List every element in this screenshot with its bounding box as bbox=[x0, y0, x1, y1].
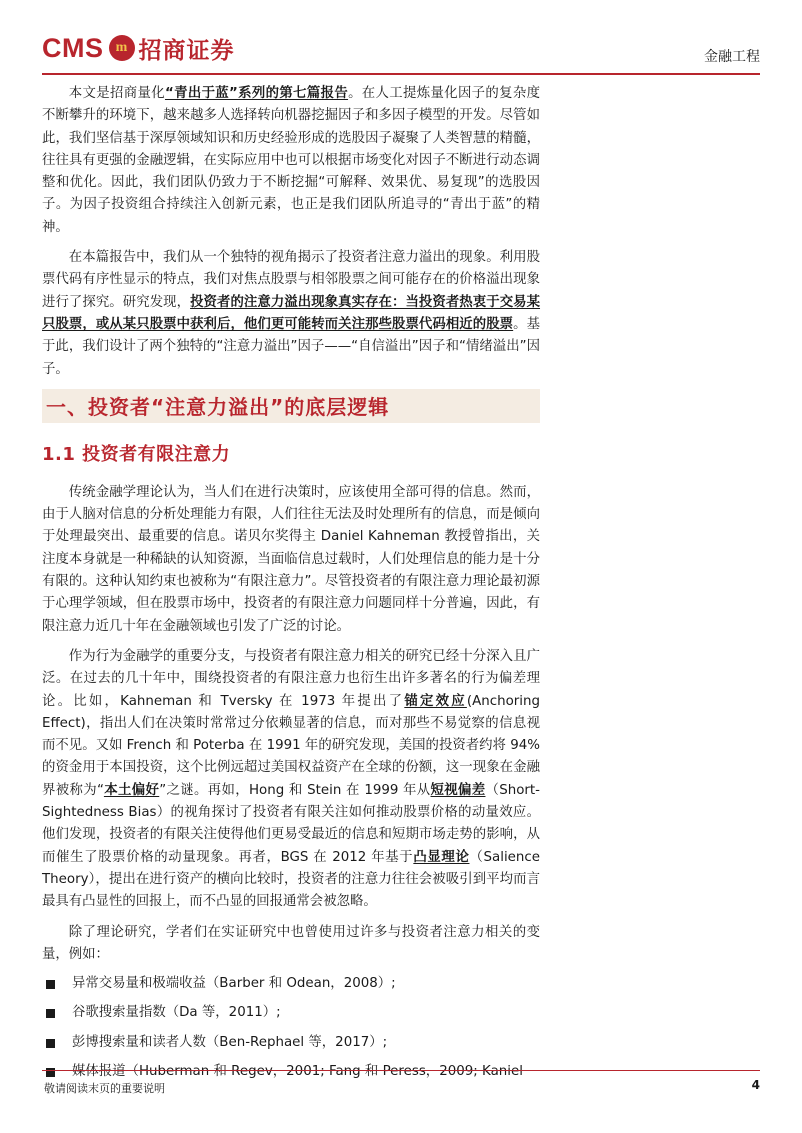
square-bullet-icon bbox=[46, 1039, 55, 1048]
list-item: 谷歌搜索量指数（Da 等，2011）; bbox=[42, 1002, 540, 1024]
body-paragraph-limited-attention: 传统金融学理论认为，当人们在进行决策时，应该使用全部可得的信息。然而，由于人脑对信息的分析处理能力有限，人们往往无法及时处理所有的信息，而是倾向于处理最突出、最重要的信息。诺贝尔奖得主 Daniel Kahneman 教授曾指出，关注度本身就是一种稀缺的认知资源，当面临信息过载时，人们处理信息的能力是十分有限的。这种认知约束也被称为“有限注意力”。尽管投资者的有限注意力理论最初源于心理学领域，但在股票市场中，投资者的有限注意力问题同样十分普遍，因此，有限注意力近几十年在金融领域也引发了广泛的讨论。 bbox=[42, 484, 540, 634]
key-finding-highlight: 投资者的注意力溢出现象真实存在：当投资者热衷于交易某只股票，或从某只股票中获利后，他们更可能转而关注那些股票代码相近的股票 bbox=[42, 294, 541, 332]
page-number: 4 bbox=[751, 1078, 760, 1092]
subsection-heading: 1.1 投资者有限注意力 bbox=[42, 443, 231, 465]
square-bullet-icon bbox=[46, 1009, 55, 1018]
list-item: 媒体报道（Huberman 和 Regev，2001; Fang 和 Peress，2009; Kaniel bbox=[42, 1061, 540, 1083]
list-item: 彭博搜索量和读者人数（Ben-Rephael 等，2017）; bbox=[42, 1032, 540, 1054]
salience-theory-term: 凸显理论 bbox=[413, 849, 470, 865]
body-paragraph-empirical: 除了理论研究，学者们在实证研究中也曾使用过许多与投资者注意力相关的变量，例如： bbox=[42, 924, 540, 962]
disclaimer-note: 敬请阅读末页的重要说明 bbox=[44, 1082, 165, 1095]
series-highlight: “青出于蓝”系列的第七篇报告 bbox=[164, 86, 349, 101]
home-bias-term: 本土偏好 bbox=[103, 782, 160, 798]
page-header bbox=[0, 0, 802, 76]
report-category: 金融工程 bbox=[704, 49, 760, 65]
square-bullet-icon bbox=[46, 980, 55, 989]
short-sightedness-term: 短视偏差 bbox=[430, 782, 486, 798]
anchoring-effect-term: 锚定效应 bbox=[404, 693, 467, 709]
attention-variables-list bbox=[42, 973, 540, 1083]
logo-chinese-text: 招商证券 bbox=[138, 37, 235, 64]
section-heading: 一、投资者“注意力溢出”的底层逻辑 bbox=[42, 389, 540, 423]
page-footer bbox=[42, 1070, 760, 1110]
cms-logo bbox=[42, 30, 235, 66]
list-item: 异常交易量和极端收益（Barber 和 Odean，2008）; bbox=[42, 973, 540, 995]
body-paragraph-behavioral-biases: 作为行为金融学的重要分支，与投资者有限注意力相关的研究已经十分深入且广泛。在过去的几十年中，围绕投资者的有限注意力也衍生出许多著名的行为偏差理论。比如，Kahneman 和 Tversky 在 1973 年提出了锚定效应(Anchoring Effect)，指出人们在决策时常常过分依赖显著的信息，而对那些不易觉察的信息视而不见。又如 French 和 Poterba 在 1991 年的研究发现，美国的投资者约将 94%的资金用于本国投资，这个比例远超过美国权益资产在全球的份额，这一现象在金融界被称为“本土偏好”之谜。再如，Hong 和 Stein 在 1999 年从短视偏差（Short-Sightedness Bias）的视角探讨了投资者有限关注如何推动股票价格的动量效应。他们发现，投资者的有限关注使得他们更易受最近的信息和短期市场走势的影响，从而催生了股票价格的动量现象。再者，BGS 在 2012 年基于凸显理论（Salience Theory），提出在进行资产的横向比较时，投资者的注意力往往会被吸引到平均而言最具有凸显性的回报上，而不凸显的回报通常会被忽略。 bbox=[42, 648, 540, 910]
intro-paragraph-1: 本文是招商量化“青出于蓝”系列的第七篇报告。在人工提炼量化因子的复杂度不断攀升的环境下，越来越多人选择转向机器挖掘因子和多因子模型的开发。尽管如此，我们坚信基于深厚领域知识和历史经验形成的选股因子凝聚了人类智慧的精髓，往往具有更强的金融逻辑，在实际应用中也可以根据市场变化对因子不断进行动态调整和优化。因此，我们团队仍致力于不断挖掘“可解释、效果优、易复现”的选股因子。为因子投资组合持续注入创新元素，也正是我们团队所追寻的“青出于蓝”的精神。 bbox=[42, 86, 541, 235]
logo-emblem-icon: m bbox=[109, 35, 135, 61]
intro-paragraph-2: 在本篇报告中，我们从一个独特的视角揭示了投资者注意力溢出的现象。利用股票代码有序性显示的特点，我们对焦点股票与相邻股票之间可能存在的价格溢出现象进行了探究。研究发现，投资者的注意力溢出现象真实存在：当投资者热衷于交易某只股票，或从某只股票中获利后，他们更可能转而关注那些股票代码相近的股票。基于此，我们设计了两个独特的“注意力溢出”因子——“自信溢出”因子和“情绪溢出”因子。 bbox=[42, 250, 541, 377]
header-divider bbox=[42, 73, 760, 75]
report-body bbox=[42, 83, 540, 1090]
logo-latin-text: CMS bbox=[42, 32, 104, 63]
